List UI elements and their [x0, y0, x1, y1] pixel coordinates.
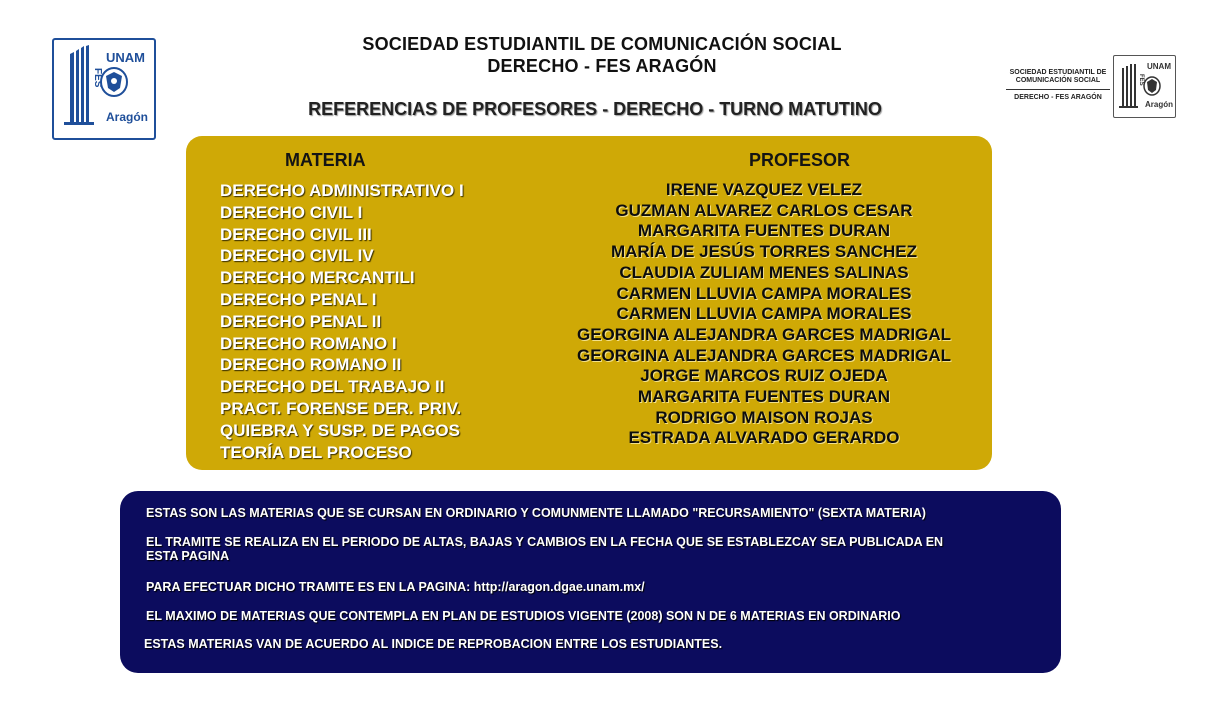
note-indice-reprobacion: ESTAS MATERIAS VAN DE ACUERDO AL INDICE DE REPROBACION ENTRE LOS ESTUDIANTES.: [144, 637, 723, 651]
profesor-item: CARMEN LLUVIA CAMPA MORALES: [616, 283, 912, 303]
note-recursamiento: ESTAS SON LAS MATERIAS QUE SE CURSAN EN ORDINARIO Y COMUNMENTE LLAMADO "RECURSAMIENTO" (SEXTA MATERIA): [146, 506, 926, 520]
materia-item: PRACT. FORENSE DER. PRIV.: [220, 398, 462, 418]
materia-item: DERECHO DEL TRABAJO II: [220, 377, 445, 397]
materia-item: DERECHO CIVIL IV: [220, 246, 374, 266]
note-tramite-pagina: PARA EFECTUAR DICHO TRAMITE ES EN LA PAGINA: http://aragon.dgae.unam.mx/: [146, 580, 645, 594]
profesor-list: [540, 180, 988, 449]
materia-item: DERECHO CIVIL III: [220, 224, 372, 244]
profesor-item: JORGE MARCOS RUIZ OJEDA: [640, 366, 888, 386]
small-society-name: SOCIEDAD ESTUDIANTIL DE COMUNICACIÓN SOCIAL: [1009, 69, 1107, 84]
materia-item: DERECHO ROMANO II: [220, 355, 402, 375]
profesor-item: MARÍA DE JESÚS TORRES SANCHEZ: [610, 242, 918, 262]
small-society-subtitle: DERECHO - FES ARAGÓN: [1014, 94, 1102, 101]
profesor-item: GUZMAN ALVAREZ CARLOS CESAR: [615, 200, 913, 220]
profesor-item: CARMEN LLUVIA CAMPA MORALES: [616, 304, 912, 324]
note-tramite-periodo: EL TRAMITE SE REALIZA EN EL PERIODO DE ALTAS, BAJAS Y CAMBIOS EN LA FECHA QUE SE ESTABLEZCAY SEA PUBLICADA EN ESTA PAGINA: [146, 535, 944, 563]
logo-aragon-text: Aragón: [106, 110, 148, 124]
profesor-item: CLAUDIA ZULIAM MENES SALINAS: [619, 262, 909, 282]
logo-unam-text: UNAM: [106, 50, 145, 65]
profesor-header: PROFESOR: [749, 150, 851, 170]
materia-item: DERECHO MERCANTILI: [220, 268, 415, 288]
materia-item: DERECHO PENAL I: [220, 289, 377, 309]
materia-header: MATERIA: [285, 150, 366, 170]
profesor-item: MARGARITA FUENTES DURAN: [637, 221, 891, 241]
note-maximo-materias: EL MAXIMO DE MATERIAS QUE CONTEMPLA EN PLAN DE ESTUDIOS VIGENTE (2008) SON N DE 6 MATERIAS EN ORDINARIO: [146, 609, 901, 623]
small-logo-unam-text: UNAM: [1147, 62, 1171, 71]
reference-title: REFERENCIAS DE PROFESORES - DERECHO - TURNO MATUTINO: [308, 99, 882, 119]
profesor-item: MARGARITA FUENTES DURAN: [637, 387, 891, 407]
profesor-item: IRENE VAZQUEZ VELEZ: [665, 180, 863, 199]
small-divider: [1006, 89, 1110, 90]
small-logo-aragon-text: Aragón: [1145, 100, 1173, 109]
profesor-item: GEORGINA ALEJANDRA GARCES MADRIGAL: [576, 345, 951, 365]
materia-item: DERECHO CIVIL I: [220, 202, 363, 222]
logo-fes-text: FES: [92, 68, 103, 88]
society-title: SOCIEDAD ESTUDIANTIL DE COMUNICACIÓN SOCIAL: [362, 34, 842, 54]
profesor-item: RODRIGO MAISON ROJAS: [655, 407, 873, 427]
materia-list: [220, 180, 464, 463]
materia-item: DERECHO ADMINISTRATIVO I: [220, 181, 464, 200]
materia-item: TEORÍA DEL PROCESO: [220, 442, 412, 462]
profesor-item: GEORGINA ALEJANDRA GARCES MADRIGAL: [576, 324, 951, 344]
materia-item: DERECHO PENAL II: [220, 311, 382, 331]
society-subtitle: DERECHO - FES ARAGÓN: [487, 56, 717, 76]
materia-item: QUIEBRA Y SUSP. DE PAGOS: [220, 420, 460, 440]
small-logo-fes-text: FES: [1138, 74, 1144, 86]
small-fes-logo: [1113, 55, 1176, 118]
materia-item: DERECHO ROMANO I: [220, 333, 397, 353]
profesor-item: ESTRADA ALVARADO GERARDO: [628, 428, 900, 448]
